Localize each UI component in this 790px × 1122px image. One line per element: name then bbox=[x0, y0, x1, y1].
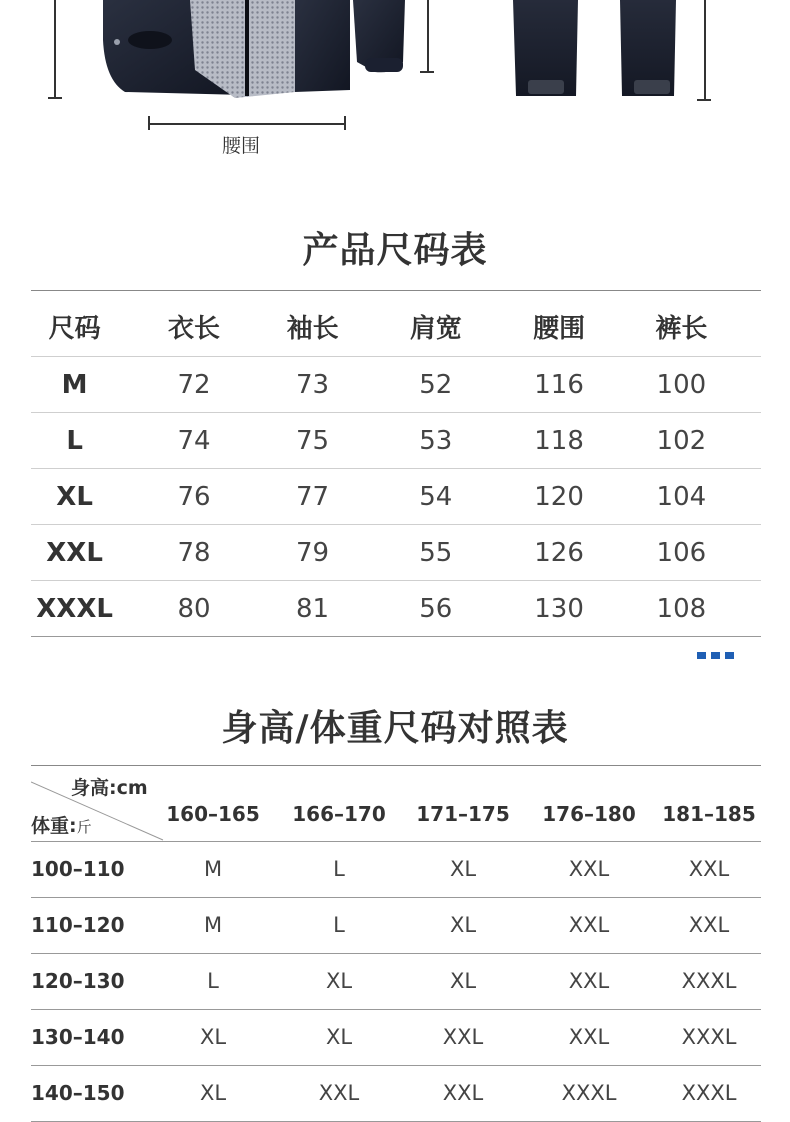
pants-image bbox=[508, 0, 680, 102]
size-chart-row bbox=[31, 469, 761, 525]
cell-sleeve-length: 75 bbox=[296, 425, 330, 456]
recommended-size: XXXL bbox=[681, 969, 737, 993]
recommended-size: L bbox=[333, 857, 345, 881]
cell-shoulder-width: 56 bbox=[419, 593, 453, 624]
weight-range-label: 100–110 bbox=[31, 857, 125, 881]
height-range-header: 160–165 bbox=[166, 802, 260, 826]
hw-row bbox=[31, 1066, 761, 1122]
hw-chart-table bbox=[31, 766, 761, 1122]
cell-shoulder-width: 54 bbox=[419, 481, 453, 512]
recommended-size: XXXL bbox=[561, 1081, 617, 1105]
height-range-header: 166–170 bbox=[292, 802, 386, 826]
recommended-size: XXXL bbox=[681, 1025, 737, 1049]
cell-sleeve-length: 73 bbox=[296, 369, 330, 400]
recommended-size: M bbox=[203, 913, 223, 937]
height-range-header: 181–185 bbox=[662, 802, 756, 826]
recommended-size: XL bbox=[449, 969, 477, 993]
dot bbox=[725, 652, 734, 659]
recommended-size: XXL bbox=[442, 1081, 484, 1105]
cell-sleeve-length: 81 bbox=[296, 593, 330, 624]
size-chart-row bbox=[31, 525, 761, 581]
weight-unit: 斤 bbox=[76, 818, 92, 836]
recommended-size: L bbox=[333, 913, 345, 937]
size-chart-header-row bbox=[31, 296, 761, 357]
cell-jacket-length: 80 bbox=[177, 593, 211, 624]
size-chart-table bbox=[31, 296, 761, 637]
cell-size: M bbox=[61, 369, 88, 400]
recommended-size: XL bbox=[449, 913, 477, 937]
cell-size: XL bbox=[56, 481, 93, 512]
hw-row bbox=[31, 954, 761, 1010]
cell-size: XXL bbox=[46, 537, 103, 568]
hw-header-row bbox=[31, 766, 761, 842]
guide-cap bbox=[697, 99, 711, 101]
hw-row bbox=[31, 1010, 761, 1066]
weight-range-label: 140–150 bbox=[31, 1081, 125, 1105]
recommended-size: XXXL bbox=[681, 1081, 737, 1105]
header-pants-length: 裤长 bbox=[655, 313, 708, 344]
hw-chart-title: 身高/体重尺码对照表 bbox=[221, 708, 569, 749]
recommended-size: XXL bbox=[688, 857, 730, 881]
waist-guide bbox=[148, 123, 346, 125]
cell-jacket-length: 78 bbox=[177, 537, 211, 568]
cell-size: XXXL bbox=[36, 593, 113, 624]
guide-cap bbox=[48, 97, 62, 99]
recommended-size: XL bbox=[325, 969, 353, 993]
recommended-size: XL bbox=[325, 1025, 353, 1049]
cell-shoulder-width: 55 bbox=[419, 537, 453, 568]
sleeve-length-guide bbox=[427, 0, 429, 72]
header-jacket-length: 衣长 bbox=[168, 313, 221, 344]
weight-range-label: 120–130 bbox=[31, 969, 125, 993]
cell-shoulder-width: 52 bbox=[419, 369, 453, 400]
corner-height-label: 身高:cm bbox=[71, 777, 148, 799]
hw-row bbox=[31, 842, 761, 898]
more-indicator bbox=[697, 652, 734, 659]
cell-waist: 116 bbox=[534, 369, 584, 400]
cell-jacket-length: 72 bbox=[177, 369, 211, 400]
cell-jacket-length: 74 bbox=[177, 425, 211, 456]
cell-size: L bbox=[66, 425, 83, 456]
weight-range-label: 130–140 bbox=[31, 1025, 125, 1049]
recommended-size: XXL bbox=[688, 913, 730, 937]
recommended-size: XXL bbox=[568, 1025, 610, 1049]
header-size: 尺码 bbox=[48, 313, 101, 344]
height-range-header: 171–175 bbox=[416, 802, 510, 826]
header-shoulder-width: 肩宽 bbox=[409, 313, 462, 344]
header-sleeve-length: 袖长 bbox=[286, 313, 339, 344]
product-photo bbox=[0, 0, 790, 170]
pants-length-guide bbox=[704, 0, 706, 100]
weight-range-label: 110–120 bbox=[31, 913, 125, 937]
cell-pants-length: 108 bbox=[656, 593, 707, 624]
size-chart-title: 产品尺码表 bbox=[302, 230, 488, 271]
cell-shoulder-width: 53 bbox=[419, 425, 453, 456]
recommended-size: XL bbox=[199, 1081, 227, 1105]
recommended-size: XXL bbox=[442, 1025, 484, 1049]
guide-cap bbox=[420, 71, 434, 73]
recommended-size: XL bbox=[449, 857, 477, 881]
height-headers bbox=[31, 766, 761, 841]
hw-row bbox=[31, 898, 761, 954]
cell-pants-length: 106 bbox=[656, 537, 707, 568]
dot bbox=[697, 652, 706, 659]
recommended-size: L bbox=[207, 969, 219, 993]
size-chart-top-rule bbox=[31, 290, 761, 291]
size-chart-row bbox=[31, 413, 761, 469]
dot bbox=[711, 652, 720, 659]
recommended-size: XXL bbox=[568, 913, 610, 937]
cell-pants-length: 100 bbox=[656, 369, 707, 400]
cell-pants-length: 104 bbox=[656, 481, 707, 512]
cell-waist: 126 bbox=[534, 537, 584, 568]
recommended-size: XXL bbox=[568, 969, 610, 993]
cell-waist: 130 bbox=[534, 593, 584, 624]
recommended-size: XL bbox=[199, 1025, 227, 1049]
jacket-length-guide bbox=[54, 0, 56, 98]
recommended-size: M bbox=[203, 857, 223, 881]
cell-waist: 118 bbox=[534, 425, 584, 456]
waist-label: 腰围 bbox=[222, 135, 261, 157]
cell-waist: 120 bbox=[534, 481, 584, 512]
size-chart-row bbox=[31, 581, 761, 637]
cell-jacket-length: 76 bbox=[177, 481, 211, 512]
jacket-image bbox=[95, 0, 410, 102]
cell-sleeve-length: 77 bbox=[296, 481, 330, 512]
height-range-header: 176–180 bbox=[542, 802, 636, 826]
size-chart-row bbox=[31, 357, 761, 413]
corner-weight-label: 体重:斤 bbox=[31, 815, 92, 837]
cell-pants-length: 102 bbox=[656, 425, 707, 456]
recommended-size: XXL bbox=[318, 1081, 360, 1105]
header-waist: 腰围 bbox=[533, 313, 586, 344]
guide-cap bbox=[148, 116, 150, 130]
cell-sleeve-length: 79 bbox=[296, 537, 330, 568]
guide-cap bbox=[344, 116, 346, 130]
recommended-size: XXL bbox=[568, 857, 610, 881]
